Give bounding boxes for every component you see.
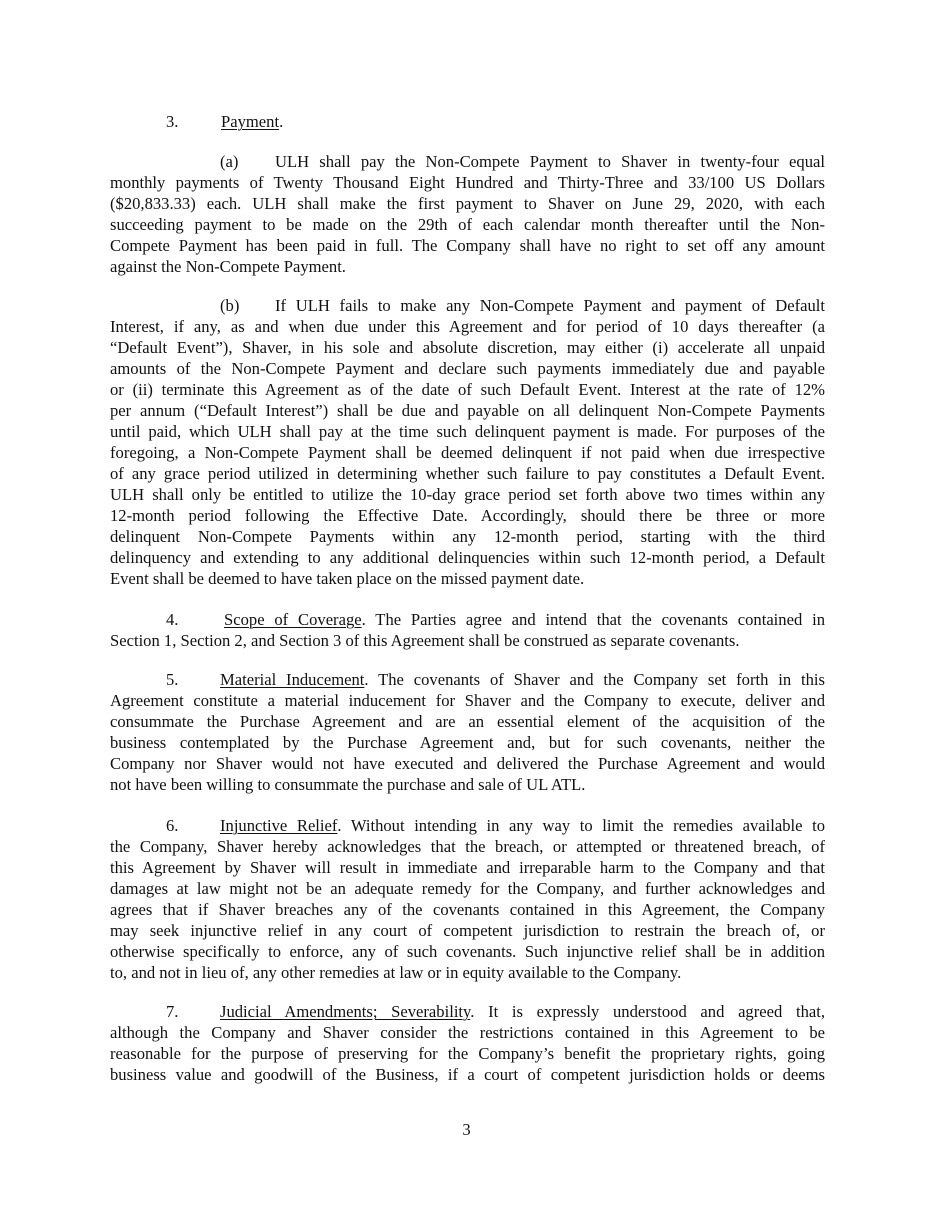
paragraph-line: business contemplated by the Purchase Agreement and, but for such covenants, neither the [110, 733, 825, 752]
section-number: 6. [166, 816, 179, 835]
section-title: Judicial Amendments; Severability [220, 1002, 471, 1021]
section-3-heading [110, 111, 825, 132]
paragraph-line: otherwise specifically to enforce, any of such covenants. Such injunctive relief shall be in addition [110, 942, 825, 961]
paragraph-line: or (ii) terminate this Agreement as of the date of such Default Event. Interest at the rate of 12% [110, 380, 825, 399]
paragraph-line: amounts of the Non-Compete Payment and declare such payments immediately due and payable [110, 359, 825, 378]
paragraph-line: this Agreement by Shaver will result in immediate and irreparable harm to the Company and that [110, 858, 825, 877]
paragraph-line: agrees that if Shaver breaches any of the covenants contained in this Agreement, the Company [110, 900, 825, 919]
paragraph-line: reasonable for the purpose of preserving for the Company’s benefit the proprietary rights, going [110, 1044, 825, 1063]
paragraph-line: until paid, which ULH shall pay at the time such delinquent payment is made. For purposes of the [110, 422, 825, 441]
paragraph-line: to, and not in lieu of, any other remedies at law or in equity available to the Company. [110, 963, 682, 982]
paragraph-line: Compete Payment has been paid in full. The Company shall have no right to set off any amount [110, 236, 825, 255]
paragraph-line: 12-month period following the Effective Date. Accordingly, should there be three or more [110, 506, 825, 525]
paragraph-line: the Company, Shaver hereby acknowledges that the breach, or attempted or threatened breach, of [110, 837, 825, 856]
paragraph-line: Agreement constitute a material inducement for Shaver and the Company to execute, deliver and [110, 691, 825, 710]
paragraph-line: although the Company and Shaver consider the restrictions contained in this Agreement to be [110, 1023, 825, 1042]
section-number: 5. [166, 670, 179, 689]
page-number: 3 [462, 1120, 471, 1139]
paragraph-line: Interest, if any, as and when due under this Agreement and for period of 10 days thereafter (a [110, 317, 825, 336]
paragraph-line: may seek injunctive relief in any court of competent jurisdiction to restrain the breach of, or [110, 921, 825, 940]
section-title: Scope of Coverage [224, 610, 362, 629]
section-3a-paragraph [110, 151, 825, 277]
paragraph-line: . The Parties agree and intend that the covenants contained in [361, 610, 825, 629]
paragraph-line: business value and goodwill of the Business, if a court of competent jurisdiction holds or deems [110, 1065, 825, 1084]
paragraph-line: “Default Event”), Shaver, in his sole and absolute discretion, may either (i) accelerate all unpaid [110, 338, 825, 357]
paragraph-line: foregoing, a Non-Compete Payment shall be deemed delinquent if not paid when due irrespective [110, 443, 825, 462]
section-number: 7. [166, 1002, 179, 1021]
subsection-label: (a) [220, 152, 239, 171]
section-4-paragraph [110, 609, 825, 651]
paragraph-line: delinquency and extending to any additional delinquencies within such 12-month period, a Default [110, 548, 825, 567]
paragraph-line: damages at law might not be an adequate remedy for the Company, and further acknowledges and [110, 879, 825, 898]
paragraph-line: Company nor Shaver would not have executed and delivered the Purchase Agreement and would [110, 754, 825, 773]
paragraph-line: ULH shall only be entitled to utilize the 10-day grace period set forth above two times within any [110, 485, 825, 504]
section-7-paragraph [110, 1001, 825, 1085]
paragraph-line: ULH shall pay the Non-Compete Payment to Shaver in twenty-four equal [275, 152, 825, 171]
paragraph-line: . It is expressly understood and agreed that, [470, 1002, 825, 1021]
paragraph-line: of any grace period utilized in determining whether such failure to pay constitutes a Default Event. [110, 464, 825, 483]
paragraph-line: consummate the Purchase Agreement and are an essential element of the acquisition of the [110, 712, 825, 731]
section-title: Payment [221, 112, 280, 131]
paragraph-line: . The covenants of Shaver and the Company set forth in this [364, 670, 825, 689]
section-3b-paragraph [110, 295, 825, 589]
section-title-suffix: . [279, 112, 284, 131]
paragraph-line: . Without intending in any way to limit the remedies available to [337, 816, 825, 835]
paragraph-line: against the Non-Compete Payment. [110, 257, 346, 276]
section-number: 3. [166, 112, 179, 131]
paragraph-line: Event shall be deemed to have taken place on the missed payment date. [110, 569, 585, 588]
paragraph-line: succeeding payment to be made on the 29th of each calendar month thereafter until the Non- [110, 215, 825, 234]
paragraph-line: not have been willing to consummate the purchase and sale of UL ATL. [110, 775, 586, 794]
paragraph-line: ($20,833.33) each. ULH shall make the first payment to Shaver on June 29, 2020, with each [110, 194, 825, 213]
paragraph-line: per annum (“Default Interest”) shall be due and payable on all delinquent Non-Compete Payments [110, 401, 825, 420]
paragraph-line: Section 1, Section 2, and Section 3 of this Agreement shall be construed as separate covenants. [110, 631, 740, 650]
section-5-paragraph [110, 669, 825, 795]
section-number: 4. [166, 610, 179, 629]
section-6-paragraph [110, 815, 825, 983]
section-title: Material Inducement [220, 670, 365, 689]
paragraph-line: monthly payments of Twenty Thousand Eight Hundred and Thirty-Three and 33/100 US Dollars [110, 173, 825, 192]
paragraph-line: delinquent Non-Compete Payments within any 12-month period, starting with the third [110, 527, 825, 546]
paragraph-line: If ULH fails to make any Non-Compete Payment and payment of Default [275, 296, 825, 315]
section-title: Injunctive Relief [220, 816, 338, 835]
subsection-label: (b) [220, 296, 240, 315]
